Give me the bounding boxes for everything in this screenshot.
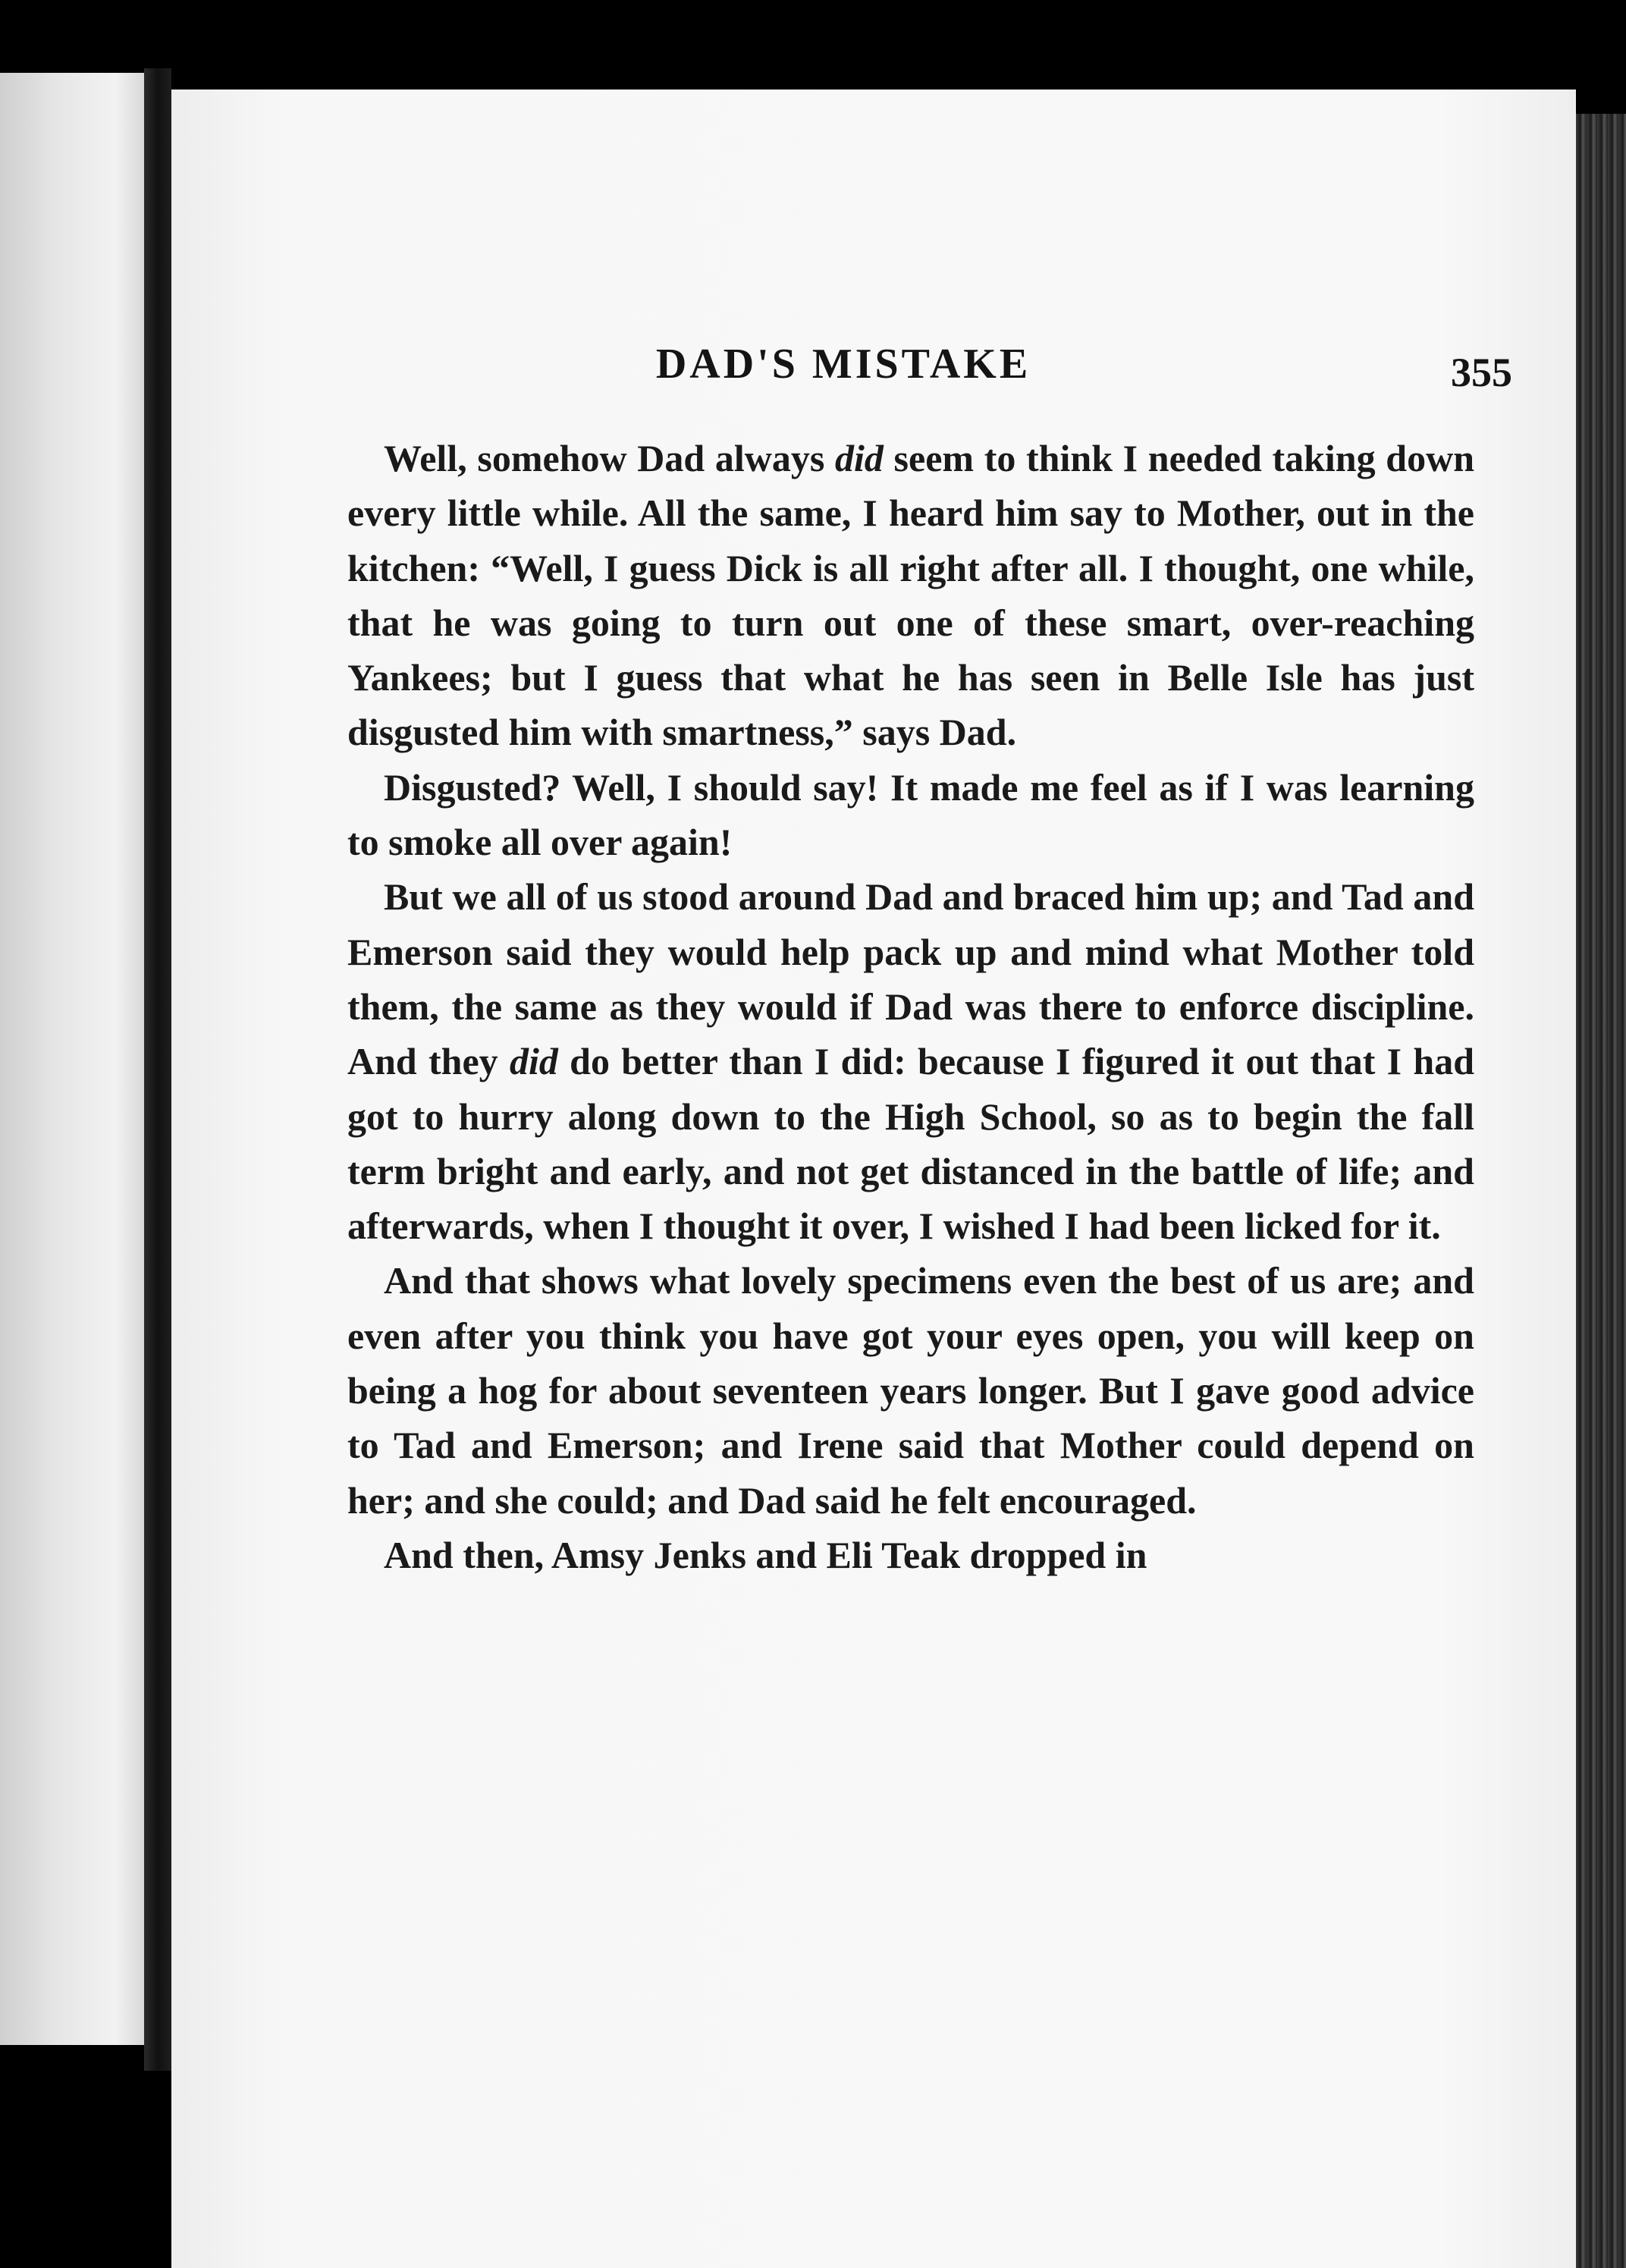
paragraph-2 <box>347 760 1474 870</box>
italic-text: did <box>509 1040 558 1083</box>
paragraph-4 <box>347 1253 1474 1527</box>
left-page-edge <box>0 73 144 2045</box>
text-segment: Well, somehow Dad always <box>384 437 835 479</box>
page-number: 355 <box>1451 350 1512 395</box>
text-segment: do better than I did: because I figured it out that I had got to hurry along down to the High School, so as to begin the fall term bright and early, and not get distanced in the battle of life; and afterwards, when I thought it over, I wished I had been licked for it. <box>347 1040 1474 1248</box>
paragraph-3 <box>347 869 1474 1253</box>
running-head <box>171 340 1576 388</box>
book-gutter <box>144 68 171 2071</box>
book-page <box>171 90 1576 2268</box>
text-segment: seem to think I needed taking down every little while. All the same, I heard him say to Mother, out in the kitchen: “Well, I guess Dick is all right after all. I thought, one while, that he was going to turn out one of these smart, over-reaching Yankees; but I guess that what he has seen in Belle Isle has just disgusted him with smartness,” says Dad. <box>347 437 1475 754</box>
paragraph-5 <box>347 1528 1474 1582</box>
text-segment: And that shows what lovely specimens even the best of us are; and even after you think you have got your eyes open, you will keep on being a hog for about seventeen years longer. But I gave good advice to Tad and Emerson; and Irene said that Mother could depend on her; and she could; and Dad said he felt encouraged. <box>347 1259 1474 1522</box>
body-text <box>347 431 1474 1582</box>
chapter-title: DAD'S MISTAKE <box>655 341 1031 388</box>
book-fore-edge <box>1576 114 1626 2268</box>
text-segment: Disgusted? Well, I should say! It made me feel as if I was learning to smoke all over again! <box>347 765 1474 864</box>
italic-text: did <box>834 437 884 479</box>
paragraph-1 <box>347 431 1474 760</box>
text-segment: And then, Amsy Jenks and Eli Teak dropped in <box>384 1533 1147 1576</box>
text-segment: But we all of us stood around Dad and braced him up; and Tad and Emerson said they would help pack up and mind what Mother told them, the same as they would if Dad was there to enforce discipline. And they <box>347 875 1474 1083</box>
